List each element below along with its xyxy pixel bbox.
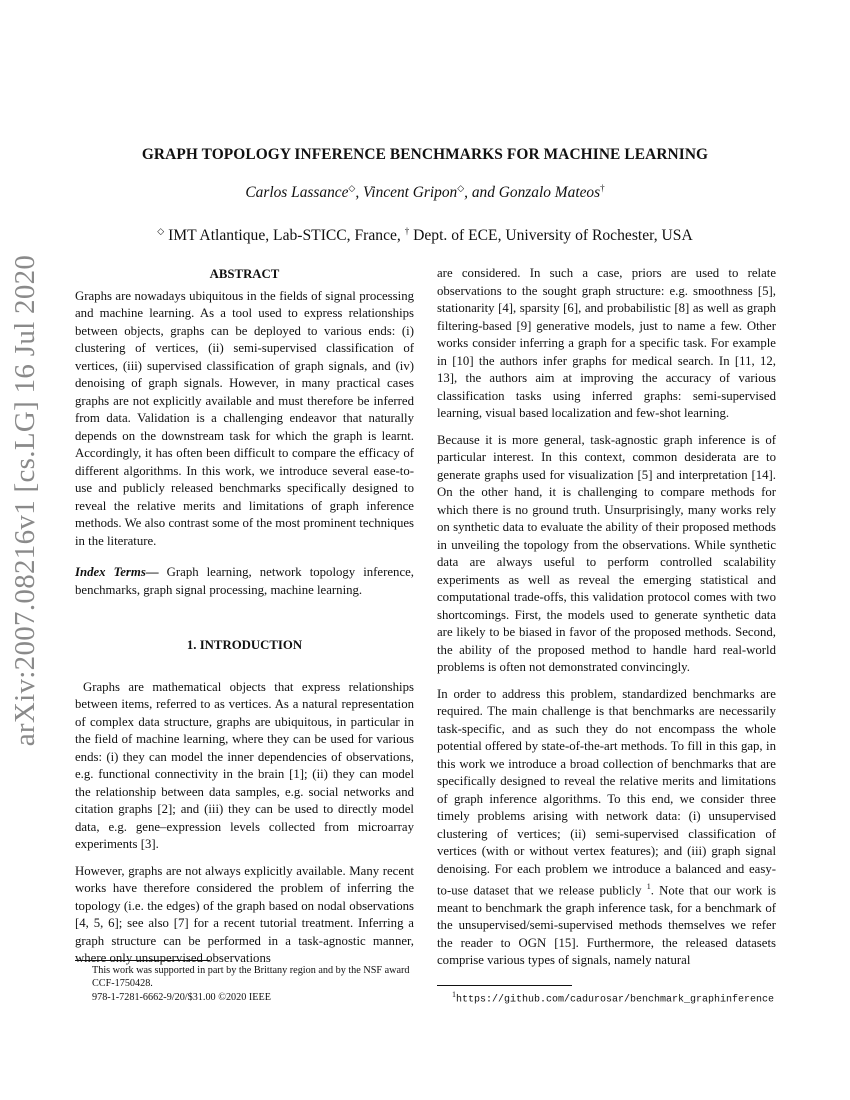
arxiv-identifier-stamp <box>4 254 48 746</box>
author-mark: ◇ <box>457 183 465 193</box>
affiliation-mark: ◇ <box>157 226 165 236</box>
intro-text: In order to address this problem, standardized benchmarks are required. The main challenge is that benchmarks are necessarily task-specific, and as such they do not encompass the whole potential offered by state-of-the-art methods. To fill in this gap, in this work we introduce a broad collection of benchmarks that are specifically designed to reveal the relative merits and limitations of graph inference algorithms. To this end, we consider three timely problems arising with network data: (i) unsupervised clustering of vertices; (ii) semi-supervised classification of vertices (with or without vertex features); and (iii) graph signal denoising. For each problem we introduce a balanced and easy-to-use dataset that we release publicly <box>437 686 776 898</box>
url-footnote <box>452 990 774 1005</box>
intro-paragraph: are considered. In such a case, priors are used to relate observations to the sought graph structure: e.g. smoothness [5], stationarity [4], sparsity [6], and probabilistic [8] as well as graph filtering-based [9] generative models, just to name a few. Other works consider inferring a graph for a specific task. For example in [10] the authors infer graphs for medical search. In [11, 12, 13], the authors aim at improving the accuracy of various classification tasks using inferred graphs: semi-supervised learning, visual based localization and few-shot learning. <box>437 266 776 420</box>
copyright-notice: 978-1-7281-6662-9/20/$31.00 ©2020 IEEE <box>92 992 271 1003</box>
funding-footnote <box>75 964 414 990</box>
abstract-body: Graphs are nowadays ubiquitous in the fields of signal processing and machine learning. As a tool used to express relationships between objects, graphs can be deployed to various ends: (i) clustering of vertices, (ii) semi-supervised classification of vertices, (iii) supervised classification of graph signals, and (iv) denoising of graph signals. However, in many practical cases graphs are not explicitly available and must therefore be inferred from data. Validation is a challenging endeavor that naturally depends on the downstream task for which the graph is learnt. Accordingly, it has often been difficult to compare the efficacy of different algorithms. In this work, we introduce several ease-to-use and publicly released benchmarks specifically designed to reveal the relative merits and limitations of graph inference methods. We also contrast some of the most prominent techniques in the literature. <box>75 288 414 548</box>
affiliation-text: IMT Atlantique, Lab-STICC, France, <box>168 227 401 244</box>
footnote-rule <box>75 960 210 961</box>
affiliations <box>60 226 790 245</box>
right-column <box>437 265 776 970</box>
affiliation-text: Dept. of ECE, University of Rochester, USA <box>413 227 693 244</box>
intro-paragraph <box>437 686 776 970</box>
arxiv-identifier-text: arXiv:2007.08216v1 [cs.LG] 16 Jul 2020 <box>9 254 42 746</box>
intro-paragraph: Because it is more general, task-agnostic graph inference is of particular interest. In this context, common desiderata are to generate graphs used for visualization [5] and interpretation [14]. On the other hand, it is challenging to compare methods for which there is no ground truth. Unsurprisingly, many works rely on synthetic data to evaluate the ability of their proposed methods in unveiling the topology from the observations. While synthetic data are always useful to perform controlled scalability experiments as well as reveal the emerging statistical and computational trade-offs, this validation protocol comes with two shortcomings. First, the models used to generate synthetic data are likely to be biased in favor of the proposed methods. Second, the ability of the proposed method to handle hard real-world problems is often not demonstrated convincingly. <box>437 432 776 674</box>
author-name: Carlos Lassance <box>245 184 349 201</box>
footnote-rule <box>437 985 572 986</box>
paper-title: GRAPH TOPOLOGY INFERENCE BENCHMARKS FOR MACHINE LEARNING <box>141 146 709 163</box>
index-terms-label: Index Terms— <box>75 565 159 579</box>
author-mark: ◇ <box>348 183 356 193</box>
repository-link[interactable]: https://github.com/cadurosar/benchmark_graphinference <box>456 994 775 1006</box>
index-terms <box>75 564 414 599</box>
footnote-mark: 1 <box>452 990 456 999</box>
author-mark: † <box>600 183 605 193</box>
introduction-heading: 1. INTRODUCTION <box>186 638 303 652</box>
left-column <box>75 266 414 968</box>
author-name: Vincent Gripon <box>363 184 458 201</box>
intro-text: . Note that our work is meant to benchmark the graph inference task, for a benchmark of the unsupervised/semi-supervised methods themselves we refer the reader to OGN [15]. Furthermore, the released datasets comprise various types of signals, namely natural <box>437 883 777 968</box>
intro-paragraph: However, graphs are not always explicitly available. Many recent works have therefore considered the problem of inferring the topology (i.e. the edges) of the graph based on nodal observations [4, 5, 6]; see also [7] for a recent tutorial treatment. Inferring a graph structure can be performed in a task-agnostic manner, where only unsupervised observations <box>75 863 414 965</box>
footnote-mark: 1 <box>646 882 651 891</box>
index-terms-text: Graph learning, network topology inference, benchmarks, graph signal processing, machine learning. <box>75 565 415 597</box>
intro-paragraph: Graphs are mathematical objects that express relationships between items, referred to as vertices. As a natural representation of complex data structure, graphs are ubiquitous, in particular in the field of machine learning, where they can be used for various ends: (i) they can model the inner dependencies of observations, e.g. functional connectivity in the brain [1]; (ii) they can model the relationship between data samples, e.g. social networks and citation graphs [2]; and (iii) they can be used to directly model data, e.g. gene–expression levels collected from microarray experiments [3]. <box>75 679 414 851</box>
author-list: Carlos Lassance◇, Vincent Gripon◇, and Gonzalo Mateos† <box>245 183 605 201</box>
affiliation-mark: † <box>404 226 410 236</box>
author-name: and Gonzalo Mateos <box>471 184 601 201</box>
funding-footnote-text: This work was supported in part by the Brittany region and by the NSF award CCF-1750428. <box>92 965 410 989</box>
abstract-heading: ABSTRACT <box>209 267 280 281</box>
